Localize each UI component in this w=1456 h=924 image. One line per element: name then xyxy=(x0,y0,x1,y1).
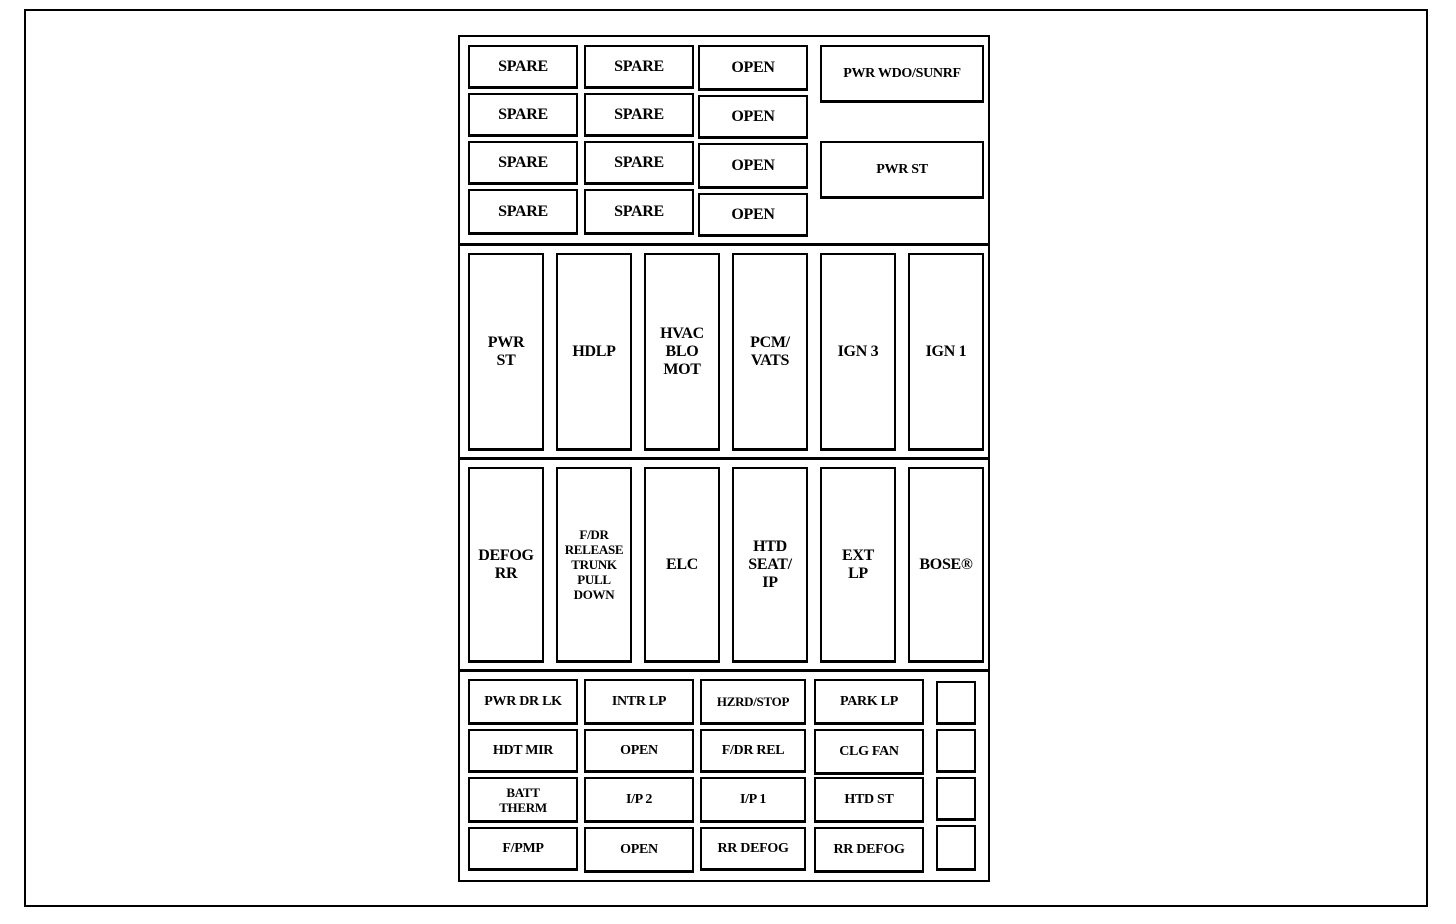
fuse-top-r2-c2: SPARE xyxy=(584,93,694,137)
fuse-bot-r2-c3: F/DR REL xyxy=(700,729,806,773)
fuse-top-r4-c3: OPEN xyxy=(698,193,808,237)
fuse-pwr-wdo-sunrf: PWR WDO/SUNRF xyxy=(820,45,984,103)
fuse-bot-r1-c3: HZRD/STOP xyxy=(700,679,806,725)
section-divider-1 xyxy=(460,243,988,247)
fuse-top-r1-c2: SPARE xyxy=(584,45,694,89)
fuse-bot-r3-c2: I/P 2 xyxy=(584,777,694,823)
fuse-bot-r3-c3: I/P 1 xyxy=(700,777,806,823)
fuse-bot-r2-c4: CLG FAN xyxy=(814,729,924,775)
fuse-row3-4: HTD SEAT/ IP xyxy=(732,467,808,663)
fuse-row3-2: F/DR RELEASE TRUNK PULL DOWN xyxy=(556,467,632,663)
fuse-bot-r4-c1: F/PMP xyxy=(468,827,578,871)
fuse-panel xyxy=(458,35,990,882)
fuse-row3-1: DEFOG RR xyxy=(468,467,544,663)
fuse-top-r1-c1: SPARE xyxy=(468,45,578,89)
fuse-row2-1: PWR ST xyxy=(468,253,544,451)
empty-slot-2 xyxy=(936,729,976,773)
fuse-top-r2-c1: SPARE xyxy=(468,93,578,137)
fuse-top-r2-c3: OPEN xyxy=(698,95,808,139)
empty-slot-1 xyxy=(936,681,976,725)
fuse-row2-4: PCM/ VATS xyxy=(732,253,808,451)
fuse-bot-r3-c4: HTD ST xyxy=(814,777,924,823)
fuse-row3-6: BOSE® xyxy=(908,467,984,663)
fuse-top-r1-c3: OPEN xyxy=(698,45,808,91)
section-divider-3 xyxy=(460,669,988,673)
fuse-bot-r1-c2: INTR LP xyxy=(584,679,694,725)
fuse-row2-3: HVAC BLO MOT xyxy=(644,253,720,451)
fuse-bot-r4-c4: RR DEFOG xyxy=(814,827,924,873)
fuse-top-r3-c1: SPARE xyxy=(468,141,578,185)
empty-slot-4 xyxy=(936,825,976,871)
fuse-row2-5: IGN 3 xyxy=(820,253,896,451)
fuse-bot-r4-c2: OPEN xyxy=(584,827,694,873)
fuse-pwr-st: PWR ST xyxy=(820,141,984,199)
fuse-row2-6: IGN 1 xyxy=(908,253,984,451)
fuse-top-r4-c2: SPARE xyxy=(584,189,694,235)
fuse-bot-r2-c1: HDT MIR xyxy=(468,729,578,773)
fuse-row3-5: EXT LP xyxy=(820,467,896,663)
fuse-top-r4-c1: SPARE xyxy=(468,189,578,235)
fuse-row3-3: ELC xyxy=(644,467,720,663)
section-divider-2 xyxy=(460,457,988,461)
empty-slot-3 xyxy=(936,777,976,821)
fuse-bot-r4-c3: RR DEFOG xyxy=(700,827,806,871)
fuse-bot-r3-c1: BATT THERM xyxy=(468,777,578,823)
fuse-bot-r1-c4: PARK LP xyxy=(814,679,924,725)
fuse-top-r3-c2: SPARE xyxy=(584,141,694,185)
fuse-bot-r1-c1: PWR DR LK xyxy=(468,679,578,725)
fuse-row2-2: HDLP xyxy=(556,253,632,451)
fuse-top-r3-c3: OPEN xyxy=(698,143,808,189)
fuse-bot-r2-c2: OPEN xyxy=(584,729,694,773)
